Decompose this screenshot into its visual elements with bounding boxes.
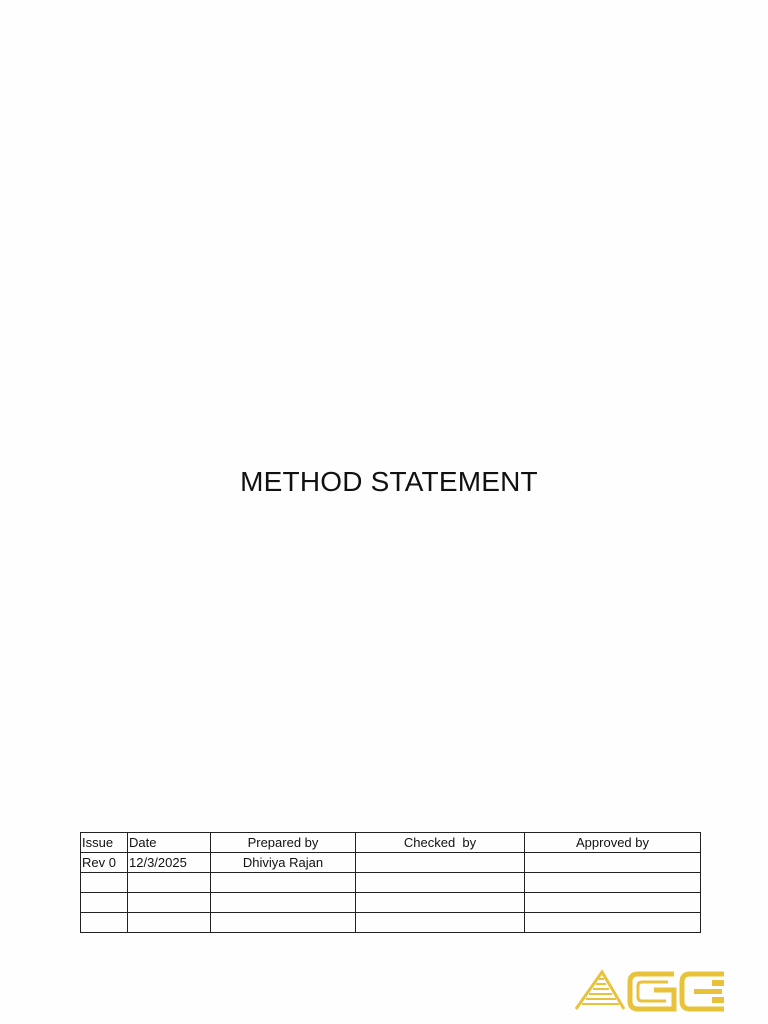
cell-approved-by — [525, 913, 701, 933]
cell-approved-by — [525, 873, 701, 893]
header-cell-prepared-by: Prepared by — [211, 833, 356, 853]
logo-letter-a-icon — [576, 972, 624, 1009]
cell-issue — [81, 913, 128, 933]
table-header-row — [81, 833, 701, 853]
header-cell-approved-by: Approved by — [525, 833, 701, 853]
document-title: METHOD STATEMENT — [240, 466, 538, 497]
cell-checked-by — [356, 913, 525, 933]
cell-date — [128, 893, 211, 913]
cell-checked-by — [356, 893, 525, 913]
table-row — [81, 893, 701, 913]
cell-prepared-by: Dhiviya Rajan — [211, 853, 356, 873]
header-cell-checked-by: Checked by — [356, 833, 525, 853]
cell-date: 12/3/2025 — [128, 853, 211, 873]
header-cell-issue: Issue — [81, 833, 128, 853]
cell-prepared-by — [211, 913, 356, 933]
cell-checked-by — [356, 873, 525, 893]
cell-date — [128, 913, 211, 933]
table-row — [81, 913, 701, 933]
logo-letter-e-icon — [682, 974, 724, 1009]
company-logo-icon — [572, 968, 728, 1012]
table-row — [81, 853, 701, 873]
cell-issue: Rev 0 — [81, 853, 128, 873]
cell-issue — [81, 893, 128, 913]
cell-approved-by — [525, 853, 701, 873]
logo-letter-g-icon — [630, 974, 674, 1009]
cell-date — [128, 873, 211, 893]
cell-checked-by — [356, 853, 525, 873]
revision-table — [80, 832, 701, 933]
header-cell-date: Date — [128, 833, 211, 853]
cell-prepared-by — [211, 873, 356, 893]
table-row — [81, 873, 701, 893]
cell-issue — [81, 873, 128, 893]
cell-prepared-by — [211, 893, 356, 913]
cell-approved-by — [525, 893, 701, 913]
